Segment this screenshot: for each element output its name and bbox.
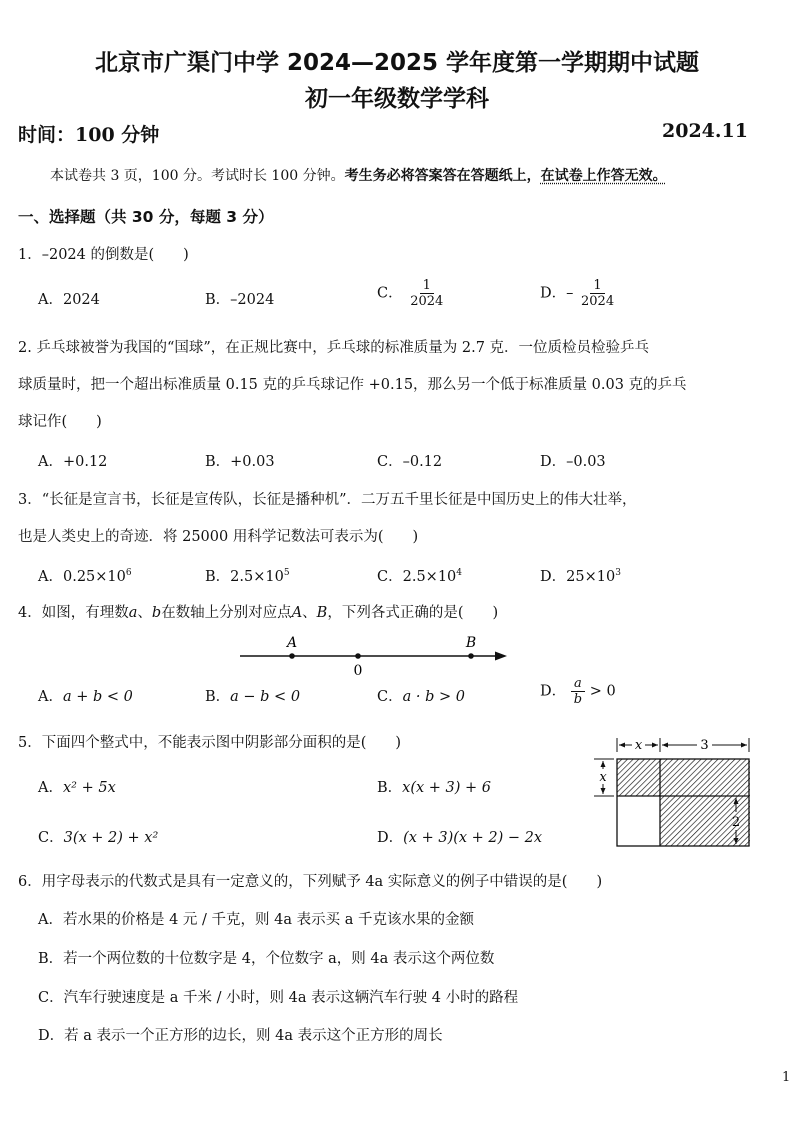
page-number: 1 [782, 1070, 791, 1085]
exam-instructions [50, 165, 667, 185]
question-5-stem: 5．下面四个整式中，不能表示图中阴影部分面积的是( ) [18, 735, 402, 751]
question-1-option-c [377, 278, 446, 309]
question-4-stem [18, 601, 498, 622]
point-a-dot [289, 653, 295, 659]
fraction [578, 278, 617, 309]
expression: a · b > 0 [402, 689, 465, 705]
exam-subtitle: 初一年级数学学科 [305, 86, 489, 112]
exam-title: 北京市广渠门中学 2024—2025 学年度第一学期期中试题 [94, 50, 700, 76]
expression: 3(x + 2) + x² [63, 830, 159, 846]
question-3-option-c [377, 565, 462, 586]
instructions-bold-dotted: 在试卷上作答无效。 [540, 168, 667, 184]
right-dimension [720, 790, 756, 850]
question-4-option-b [205, 685, 300, 706]
stem-text: 4．如图，有理数 [18, 605, 129, 621]
arrow-icon [619, 743, 625, 748]
expression: a − b < 0 [230, 689, 301, 705]
mantissa: 2.5×10 [402, 569, 457, 585]
question-1-stem: 1．–2024 的倒数是( ) [18, 247, 189, 263]
mantissa: 0.25×10 [62, 569, 126, 585]
point-b-label: B [465, 635, 477, 651]
question-2-line-3: 球记作( ) [18, 414, 102, 430]
arrow-icon [601, 788, 606, 794]
question-6-option-c: C．汽车行驶速度是 a 千米 / 小时，则 4a 表示这辆汽车行驶 4 小时的路程 [38, 990, 519, 1006]
arrow-icon [495, 652, 507, 661]
question-5-option-b [377, 776, 491, 797]
stem-text: 在数轴上分别对应点 [161, 605, 292, 621]
question-6-option-d: D．若 a 表示一个正方形的边长，则 4a 表示这个正方形的周长 [38, 1028, 443, 1044]
denominator: 2024 [581, 294, 615, 309]
option-label: A． [38, 780, 63, 796]
variable-a: a [128, 605, 138, 621]
arrow-icon [734, 798, 739, 804]
option-label: B． [205, 689, 231, 705]
instructions-normal: 本试卷共 3 页，100 分。考试时长 100 分钟。 [50, 168, 345, 184]
option-label: B． [377, 780, 403, 796]
shaded-top-left [617, 759, 660, 796]
question-3-option-b [205, 565, 290, 586]
question-6-stem: 6．用字母表示的代数式是具有一定意义的，下列赋予 4a 实际意义的例子中错误的是( ) [18, 874, 603, 890]
arrow-icon [734, 838, 739, 844]
numerator: a [571, 676, 585, 692]
question-2-option-c: C．–0.12 [377, 454, 443, 470]
arrow-icon [741, 743, 747, 748]
instructions-bold: 考生务必将答案答在答题纸上， [344, 168, 541, 184]
exponent: 3 [615, 568, 621, 579]
numerator: 1 [590, 278, 604, 294]
expression: a + b < 0 [62, 689, 133, 705]
mantissa: 2.5×10 [230, 569, 284, 585]
numerator: 1 [420, 278, 434, 294]
question-4-option-a [38, 685, 133, 706]
option-label: D． [540, 569, 567, 585]
question-5-option-d [377, 826, 542, 847]
point-b-dot [468, 653, 474, 659]
question-4-option-d [540, 676, 616, 707]
question-4-option-c [377, 685, 465, 706]
exponent: 4 [456, 568, 463, 579]
denominator: b [573, 692, 583, 707]
arrow-icon [601, 761, 606, 767]
question-3-option-d [540, 565, 621, 586]
number-line-figure [235, 632, 515, 682]
exam-duration: 时间：100 分钟 [18, 124, 160, 146]
question-2-option-a: A．+0.12 [38, 454, 108, 470]
option-label: D． [540, 683, 567, 700]
exponent: 6 [125, 568, 132, 579]
question-3-line-2: 也是人类史上的奇迹．将 25000 用科学记数法可表示为( ) [18, 529, 419, 545]
option-label: C． [377, 689, 403, 705]
origin-dot [355, 653, 361, 659]
expression: (x + 3)(x + 2) − 2x [403, 830, 543, 846]
arrow-icon [662, 743, 668, 748]
question-3-line-1: 3．“长征是宣言书，长征是宣传队，长征是播种机”．二万五千里长征是中国历史上的伟大壮举， [18, 492, 637, 508]
point-b-label: B [316, 605, 328, 621]
right-2-label: 2 [731, 815, 741, 830]
exam-date: 2024.11 [662, 120, 748, 142]
point-a-label: A [286, 635, 298, 651]
section-title: 一、选择题（共 30 分，每题 3 分） [18, 208, 274, 226]
expression: x² + 5x [62, 780, 116, 796]
option-label: C． [377, 285, 403, 302]
arrow-icon [652, 743, 658, 748]
relation: > 0 [589, 683, 616, 700]
option-label: A． [38, 689, 63, 705]
option-label: C． [38, 830, 64, 846]
fraction [407, 278, 446, 309]
question-6-option-b: B．若一个两位数的十位数字是 4，个位数字 a，则 4a 表示这个两位数 [38, 951, 495, 967]
option-label: D．– [540, 285, 574, 302]
question-1-option-a: A．2024 [38, 292, 100, 308]
mantissa: 25×10 [566, 569, 616, 585]
stem-text: 、 [137, 605, 152, 621]
question-6-option-a: A．若水果的价格是 4 元 / 千克，则 4a 表示买 a 千克该水果的金额 [38, 912, 474, 928]
origin-label: 0 [353, 663, 363, 679]
question-2-option-d: D．–0.03 [540, 454, 606, 470]
question-5-option-c [38, 826, 158, 847]
option-label: A． [38, 569, 63, 585]
question-2-line-2: 球质量时，把一个超出标准质量 0.15 克的乒乓球记作 +0.15，那么另一个低于标准质量 0.03 克的乒乓 [18, 377, 687, 393]
stem-text: ，下列各式正确的是( ) [327, 605, 499, 621]
option-label: C． [377, 569, 403, 585]
denominator: 2024 [410, 294, 444, 309]
question-5-option-a [38, 776, 116, 797]
stem-text: 、 [302, 605, 317, 621]
top-x-label: x [634, 738, 643, 753]
question-1-option-b: B．–2024 [205, 292, 275, 308]
fraction [571, 676, 585, 707]
question-2-line-1: 2. 乒乓球被誉为我国的“国球”，在正规比赛中，乒乓球的标准质量为 2.7 克．一位质检员检验乒乓 [18, 340, 650, 356]
top-3-label: 3 [700, 738, 709, 753]
point-a-label: A [291, 605, 303, 621]
variable-b: b [151, 605, 162, 621]
exponent: 5 [283, 568, 290, 579]
question-2-option-b: B．+0.03 [205, 454, 275, 470]
left-x-label: x [599, 770, 607, 785]
option-label: B． [205, 569, 231, 585]
expression: x(x + 3) + 6 [402, 780, 492, 796]
question-1-option-d [540, 278, 617, 309]
question-3-option-a [38, 565, 132, 586]
option-label: D． [377, 830, 404, 846]
